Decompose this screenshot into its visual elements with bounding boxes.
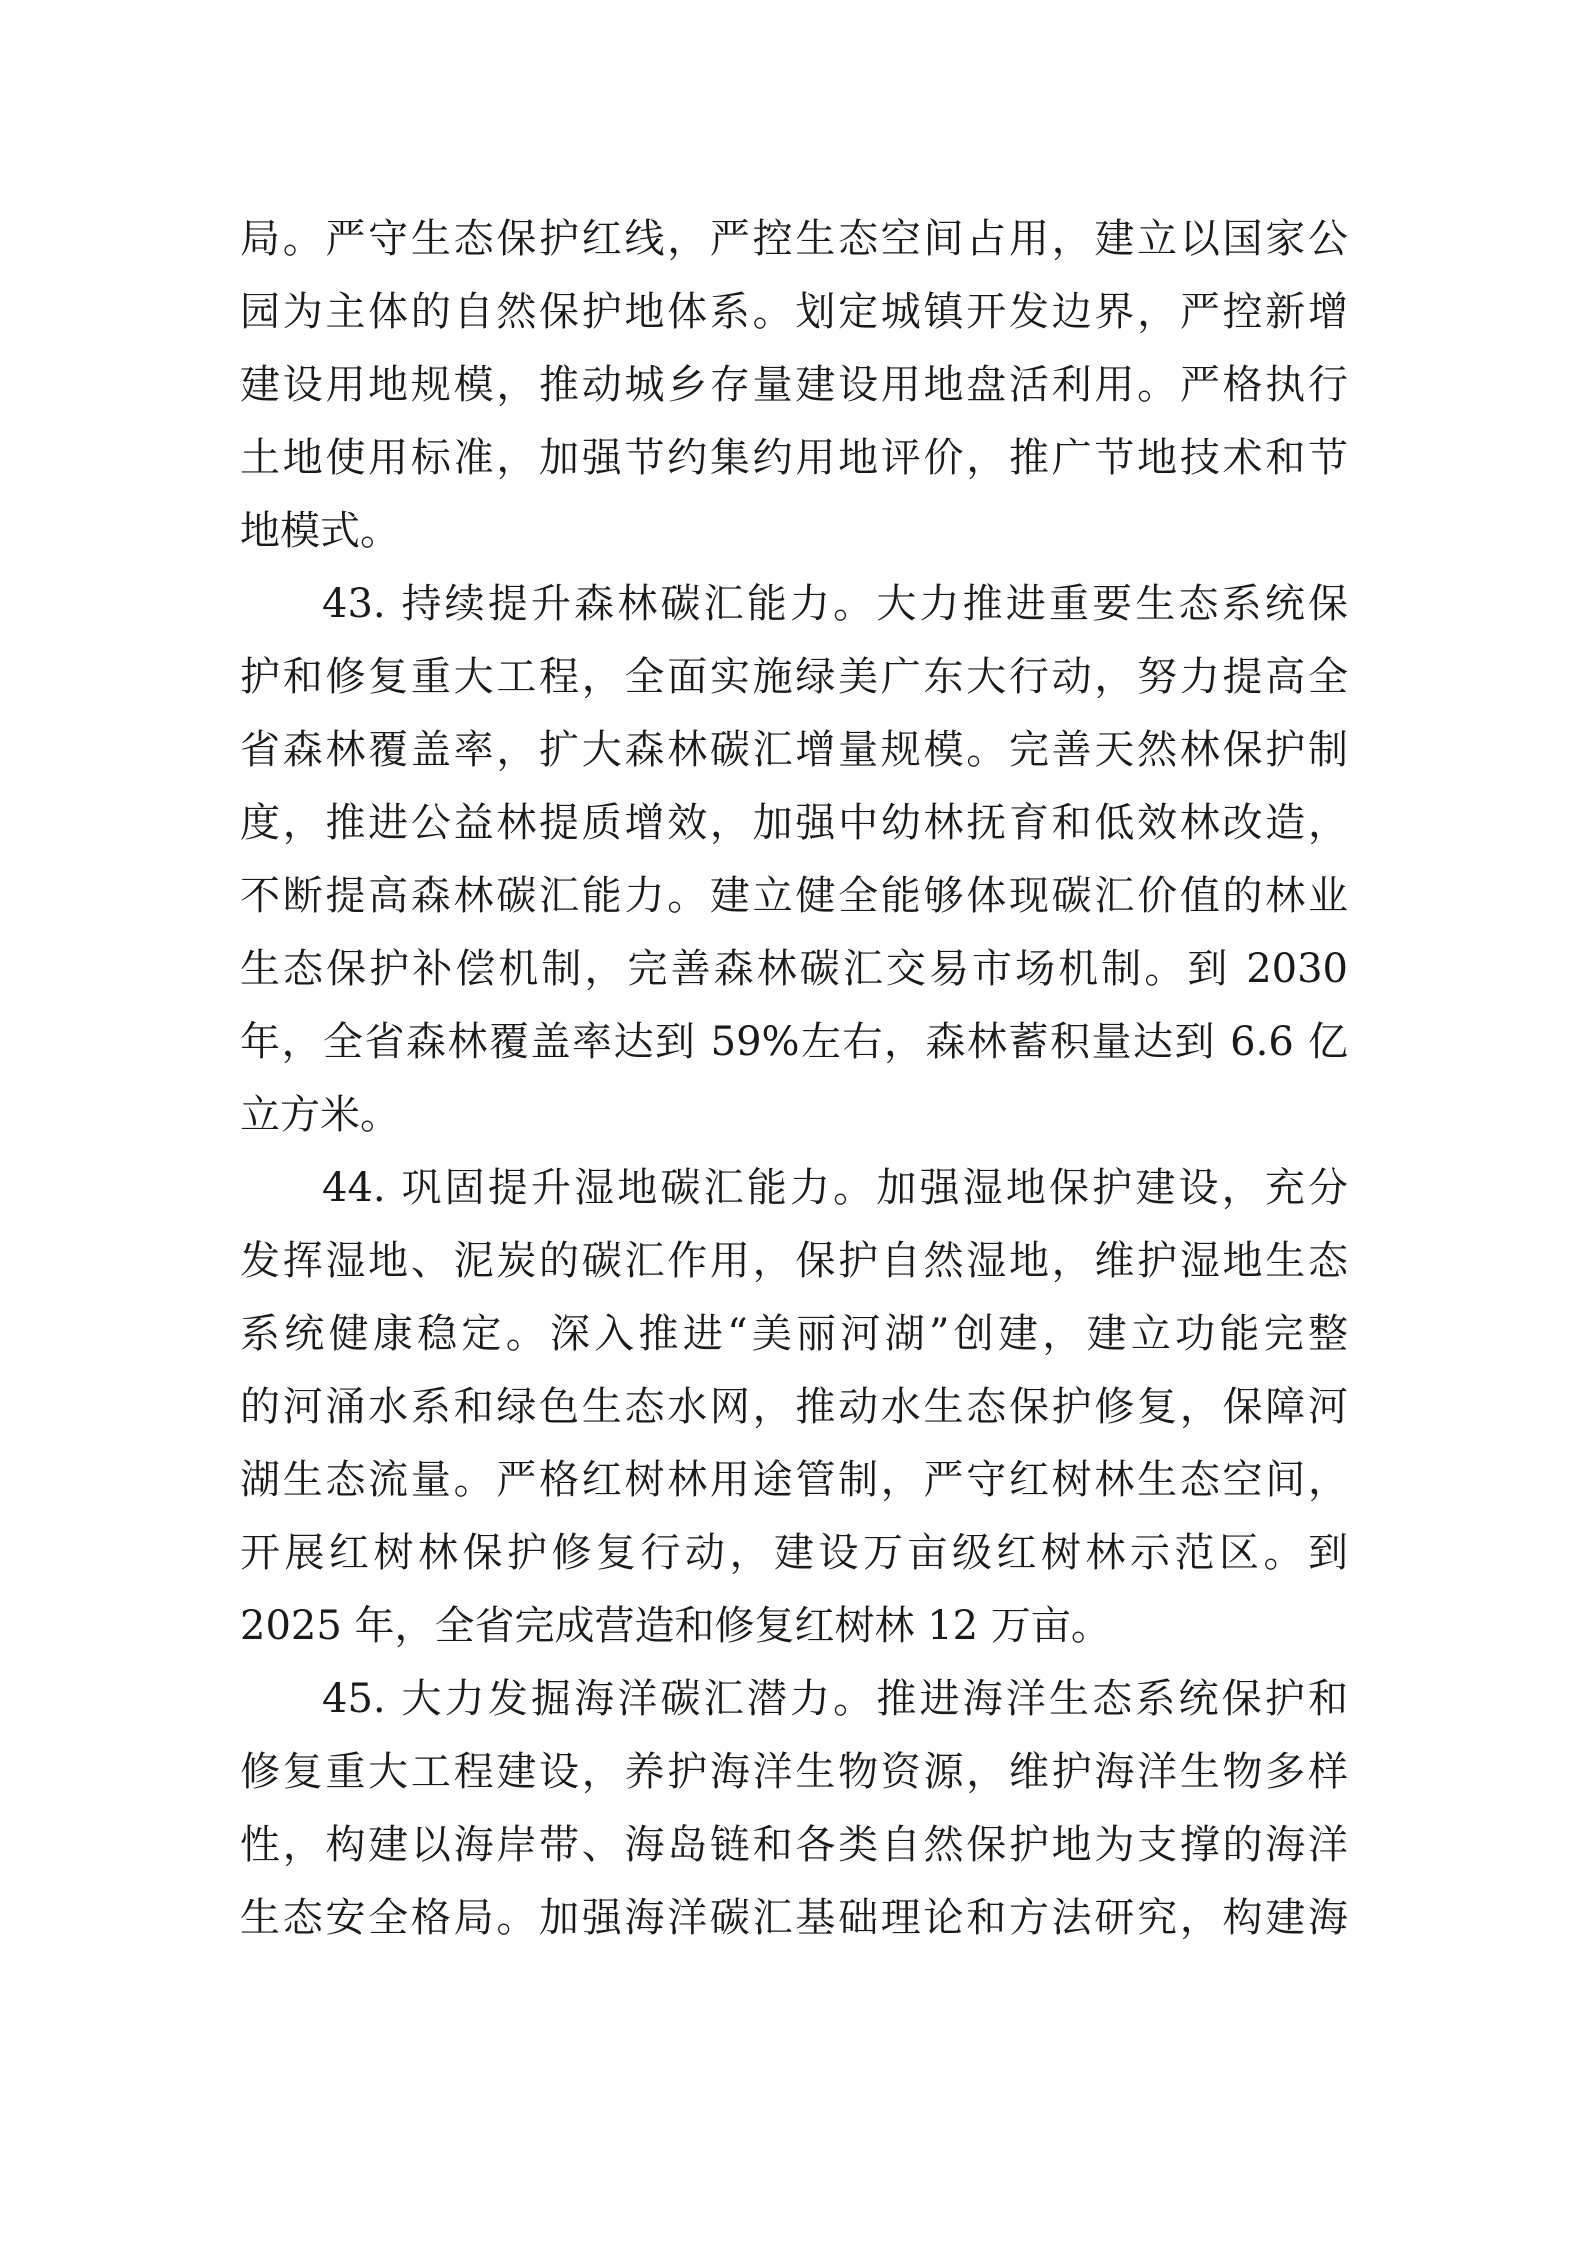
text-line: 度，推进公益林提质增效，加强中幼林抚育和低效林改造， [240,800,1348,846]
text-line: 不断提高森林碳汇能力。建立健全能够体现碳汇价值的林业 [240,873,1348,919]
paragraph-p-43 [240,568,1348,1152]
body-text [240,203,1348,1955]
text-line: 省森林覆盖率，扩大森林碳汇增量规模。完善天然林保护制 [240,727,1348,773]
text-line: 系统健康稳定。深入推进“美丽河湖”创建，建立功能完整 [240,1311,1348,1357]
text-line: 局。严守生态保护红线，严控生态空间占用，建立以国家公 [240,216,1348,262]
text-line: 立方米。 [240,1092,400,1138]
text-line: 2025 年，全省完成营造和修复红树林 12 万亩。 [240,1603,1111,1649]
text-line: 建设用地规模，推动城乡存量建设用地盘活利用。严格执行 [240,362,1348,408]
paragraph-p-45 [240,1663,1348,1955]
paragraph-p-continued [240,203,1348,568]
text-line: 修复重大工程建设，养护海洋生物资源，维护海洋生物多样 [240,1749,1348,1795]
text-line: 年，全省森林覆盖率达到 59%左右，森林蓄积量达到 6.6 亿 [240,1019,1348,1065]
text-line: 45. 大力发掘海洋碳汇潜力。推进海洋生态系统保护和 [322,1676,1348,1722]
text-line: 湖生态流量。严格红树林用途管制，严守红树林生态空间， [240,1457,1348,1503]
text-line: 的河涌水系和绿色生态水网，推动水生态保护修复，保障河 [240,1384,1348,1430]
text-line: 护和修复重大工程，全面实施绿美广东大行动，努力提高全 [240,654,1348,700]
text-line: 地模式。 [240,508,400,554]
text-line: 生态安全格局。加强海洋碳汇基础理论和方法研究，构建海 [240,1895,1348,1941]
text-line: 园为主体的自然保护地体系。划定城镇开发边界，严控新增 [240,289,1348,335]
text-line: 43. 持续提升森林碳汇能力。大力推进重要生态系统保 [322,581,1348,627]
text-line: 发挥湿地、泥炭的碳汇作用，保护自然湿地，维护湿地生态 [240,1238,1348,1284]
text-line: 性，构建以海岸带、海岛链和各类自然保护地为支撑的海洋 [240,1822,1348,1868]
text-line: 开展红树林保护修复行动，建设万亩级红树林示范区。到 [240,1530,1348,1576]
text-line: 土地使用标准，加强节约集约用地评价，推广节地技术和节 [240,435,1348,481]
text-line: 44. 巩固提升湿地碳汇能力。加强湿地保护建设，充分 [322,1165,1348,1211]
text-line: 生态保护补偿机制，完善森林碳汇交易市场机制。到 2030 [240,946,1348,992]
paragraph-p-44 [240,1152,1348,1663]
